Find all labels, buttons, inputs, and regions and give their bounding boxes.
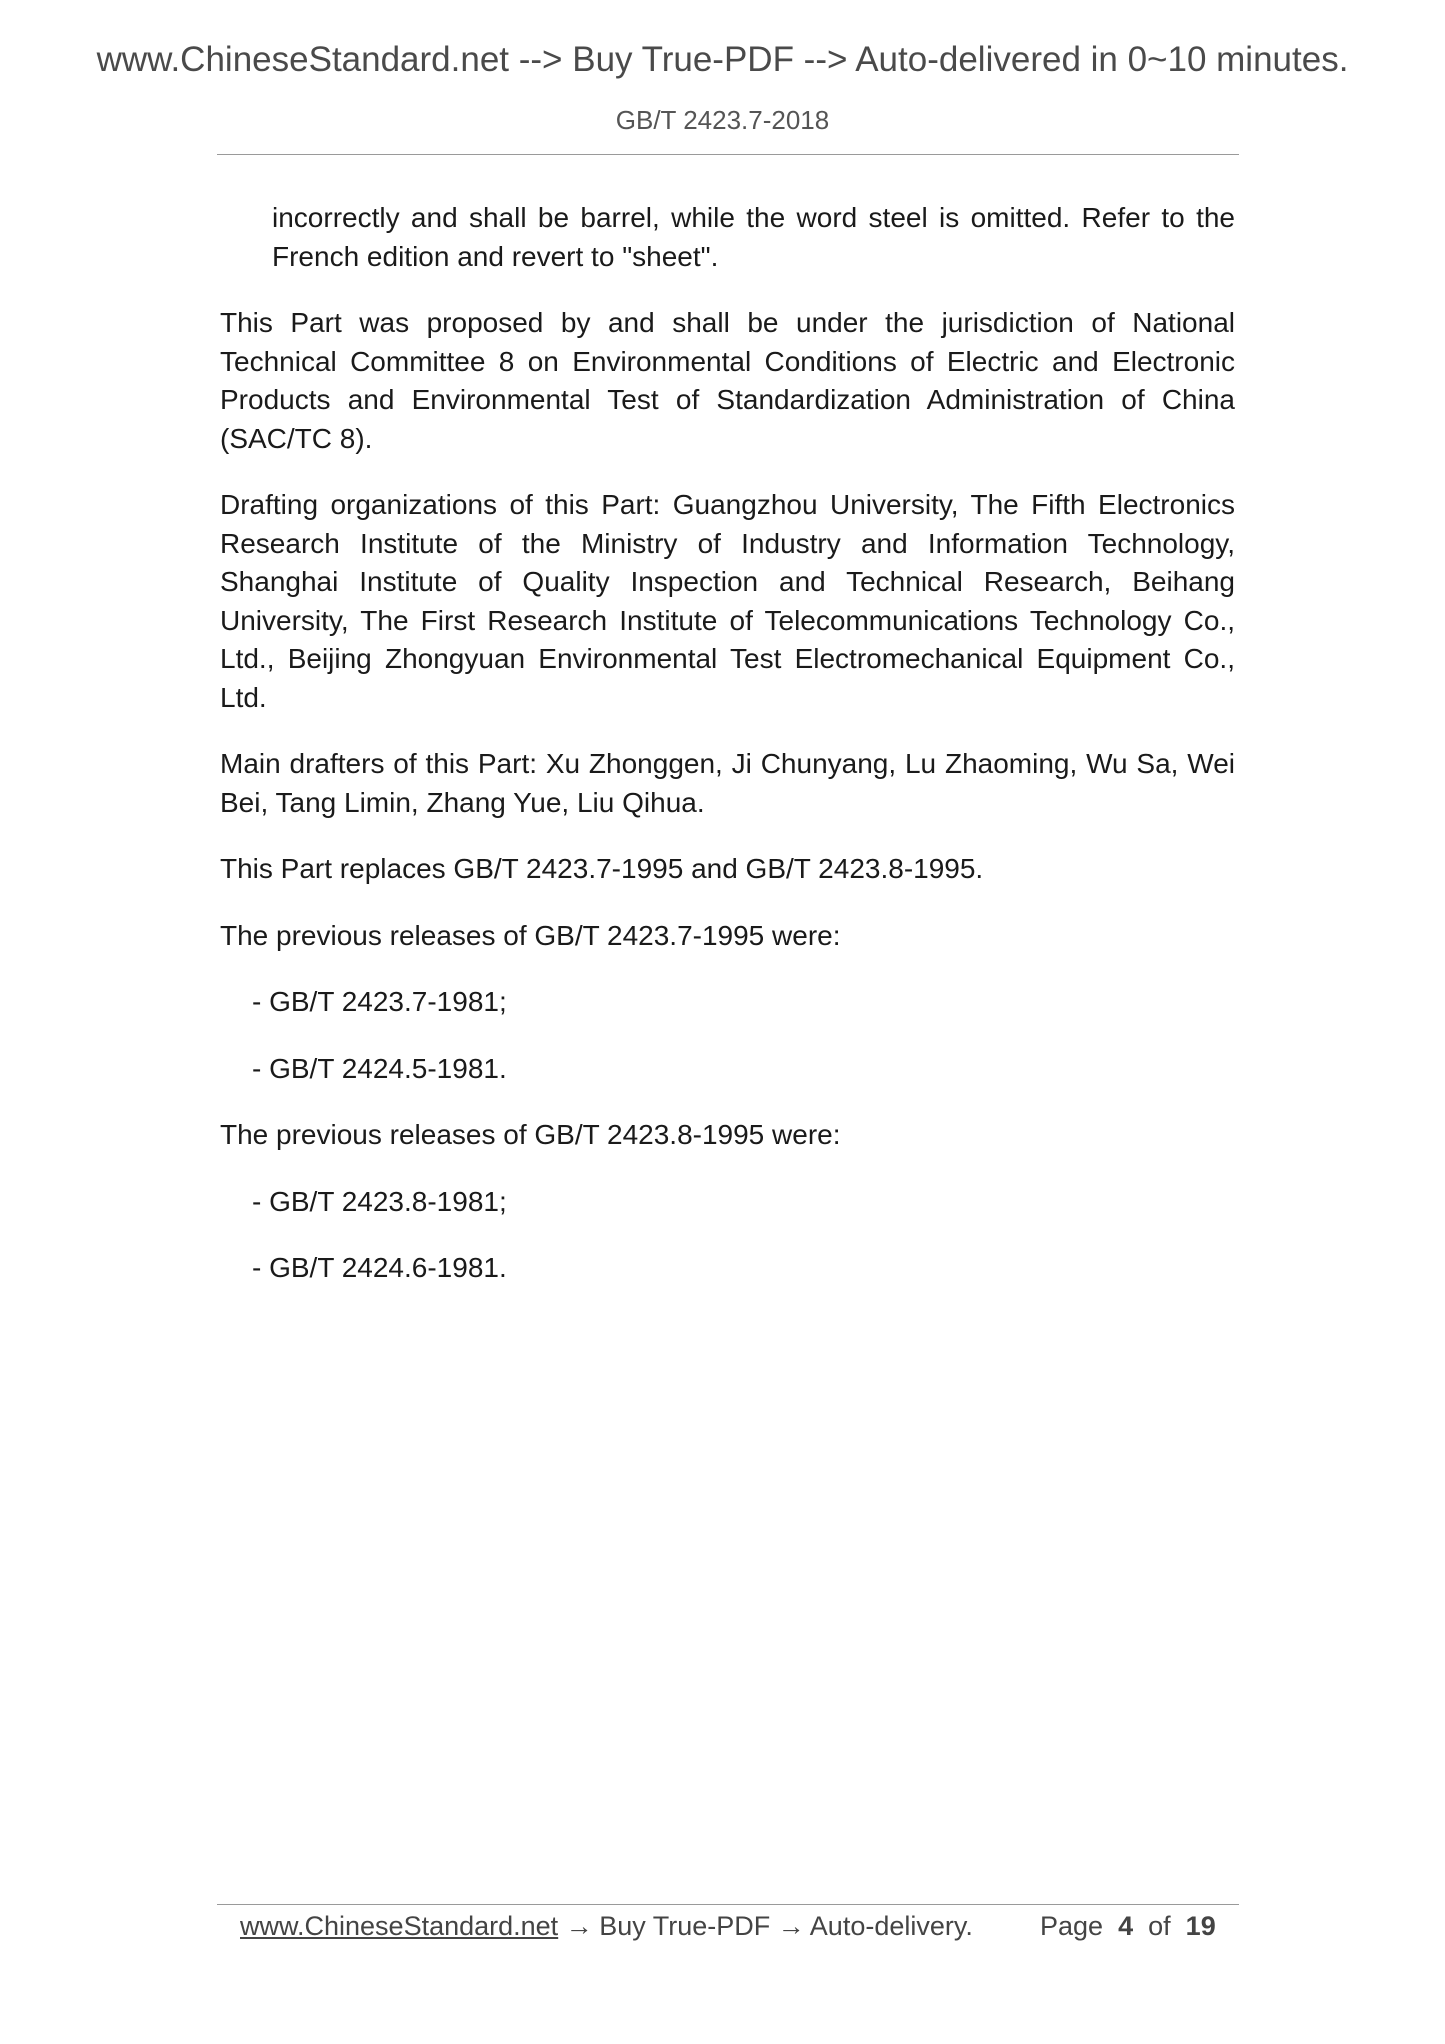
replaces-paragraph: This Part replaces GB/T 2423.7-1995 and GB/T 2423.8-1995. (220, 853, 984, 884)
proposed-paragraph: This Part was proposed by and shall be under the jurisdiction of National Technical Committee 8 on Environmental Conditions of Electric and Electronic Products and Environmental Test of Standardization Administration of China (SAC/TC 8). (220, 307, 1235, 454)
list-item: - GB/T 2424.5-1981. (252, 1052, 507, 1084)
page-number (1040, 1906, 1216, 1946)
list-item: - GB/T 2423.8-1981; (252, 1185, 507, 1217)
list-item: - GB/T 2423.7-1981; (252, 986, 507, 1017)
of-label: of (1148, 1911, 1171, 1941)
drafting-organizations-paragraph: Drafting organizations of this Part: Guangzhou University, The Fifth Electronics Research Institute of the Ministry of Industry and Information Technology, Shanghai Institute of Quality Inspection and Technical Research, Beihang University, The First Research Institute of Telecommunications Technology Co., Ltd., Beijing Zhongyuan Environmental Test Electromechanical Equipment Co., Ltd. (220, 489, 1235, 713)
list-item: - GB/T 2424.6-1981. (252, 1252, 507, 1283)
arrow-right-icon: → (565, 1911, 593, 1941)
page-footer (240, 1906, 1220, 1946)
buy-text: Buy True-PDF (599, 1911, 771, 1941)
document-body (220, 199, 1235, 1316)
page-label: Page (1040, 1911, 1104, 1941)
document-id: GB/T 2423.7-2018 (615, 105, 830, 135)
arrow-right-icon: → (777, 1911, 805, 1941)
footer-divider (217, 1904, 1239, 1905)
previous-releases-8-intro: The previous releases of GB/T 2423.8-1995 were: (220, 1119, 841, 1150)
delivery-text: Auto-delivery. (809, 1911, 973, 1941)
header-divider (217, 154, 1239, 155)
continuation-paragraph: incorrectly and shall be barrel, while the word steel is omitted. Refer to the French edition and revert to "sheet". (272, 202, 1235, 272)
previous-releases-7-intro: The previous releases of GB/T 2423.7-1995 were: (220, 919, 841, 951)
footer-promo (240, 1906, 973, 1946)
top-banner: www.ChineseStandard.net --> Buy True-PDF --> Auto-delivered in 0~10 minutes. (96, 40, 1349, 79)
main-drafters-paragraph: Main drafters of this Part: Xu Zhonggen, Ji Chunyang, Lu Zhaoming, Wu Sa, Wei Bei, Tang Limin, Zhang Yue, Liu Qihua. (220, 748, 1235, 818)
total-pages: 19 (1185, 1911, 1216, 1941)
current-page: 4 (1118, 1911, 1134, 1941)
site-link[interactable]: www.ChineseStandard.net (240, 1911, 559, 1941)
